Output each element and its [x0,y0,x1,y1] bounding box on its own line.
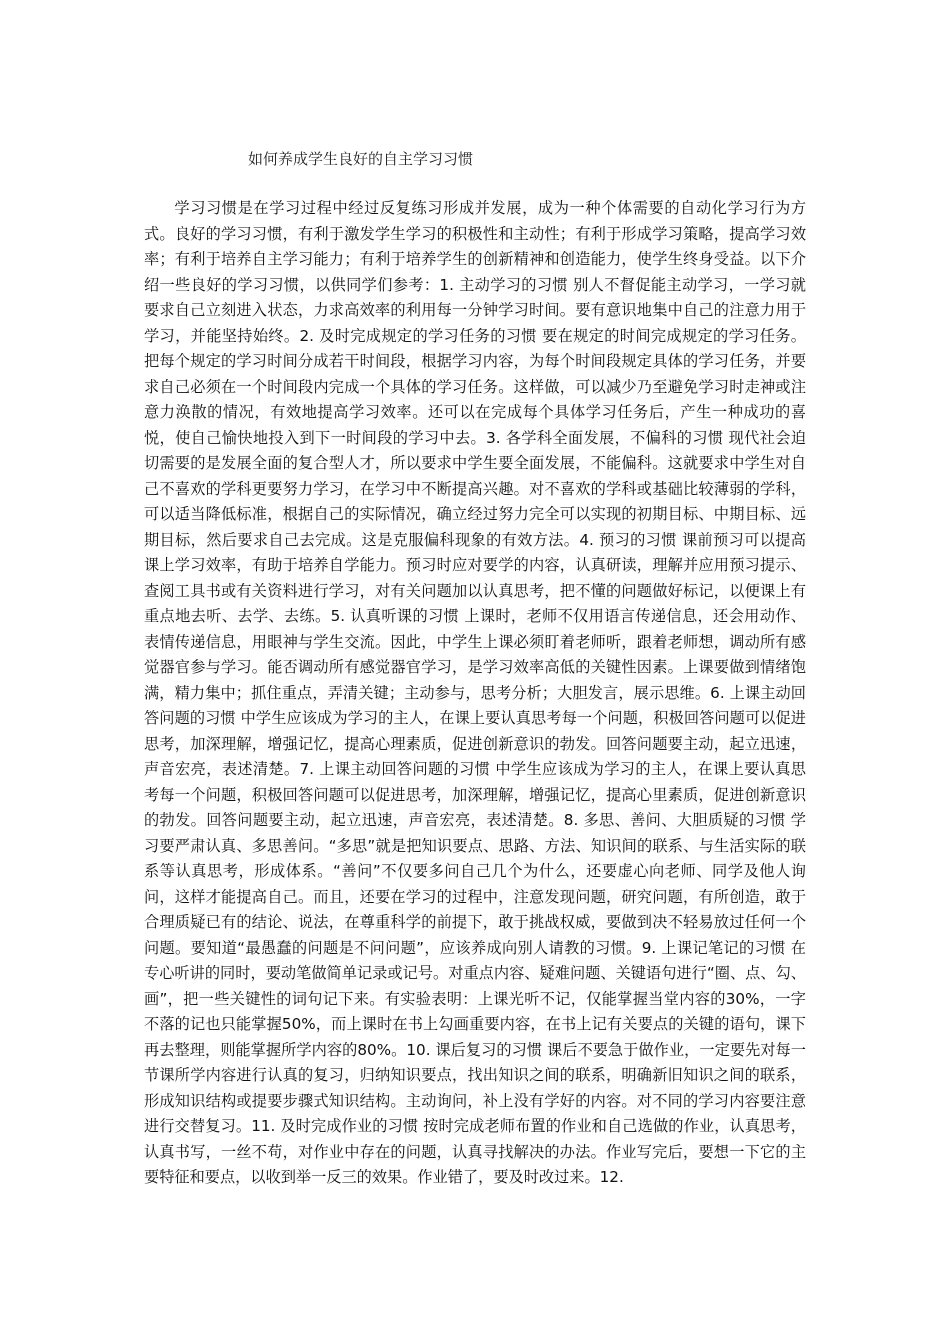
document-body-paragraph: 学习习惯是在学习过程中经过反复练习形成并发展，成为一种个体需要的自动化学习行为方式。良好的学习习惯，有利于激发学生学习的积极性和主动性；有利于形成学习策略，提高学习效率；有利于培养自主学习能力；有利于培养学生的创新精神和创造能力，使学生终身受益。以下介绍一些良好的学习习惯，以供同学们参考：1. 主动学习的习惯 别人不督促能主动学习，一学习就要求自己立刻进入状态，力求高效率的利用每一分钟学习时间。要有意识地集中自己的注意力用于学习，并能坚持始终。2. 及时完成规定的学习任务的习惯 要在规定的时间完成规定的学习任务。把每个规定的学习时间分成若干时间段，根据学习内容，为每个时间段规定具体的学习任务，并要求自己必须在一个时间段内完成一个具体的学习任务。这样做，可以减少乃至避免学习时走神或注意力涣散的情况，有效地提高学习效率。还可以在完成每个具体学习任务后，产生一种成功的喜悦，使自己愉快地投入到下一时间段的学习中去。3. 各学科全面发展，不偏科的习惯 现代社会迫切需要的是发展全面的复合型人才，所以要求中学生要全面发展，不能偏科。这就要求中学生对自己不喜欢的学科更要努力学习，在学习中不断提高兴趣。对不喜欢的学科或基础比较薄弱的学科，可以适当降低标准，根据自己的实际情况，确立经过努力完全可以实现的初期目标、中期目标、远期目标，然后要求自己去完成。这是克服偏科现象的有效方法。4. 预习的习惯 课前预习可以提高课上学习效率，有助于培养自学能力。预习时应对要学的内容，认真研读，理解并应用预习提示、查阅工具书或有关资料进行学习，对有关问题加以认真思考，把不懂的问题做好标记，以便课上有重点地去听、去学、去练。5. 认真听课的习惯 上课时，老师不仅用语言传递信息，还会用动作、表情传递信息，用眼神与学生交流。因此，中学生上课必须盯着老师听，跟着老师想，调动所有感觉器官参与学习。能否调动所有感觉器官学习，是学习效率高低的关键性因素。上课要做到情绪饱满，精力集中；抓住重点，弄清关键；主动参与，思考分析；大胆发言，展示思维。6. 上课主动回答问题的习惯 中学生应该成为学习的主人，在课上要认真思考每一个问题，积极回答问题可以促进思考，加深理解，增强记忆，提高心理素质，促进创新意识的勃发。回答问题要主动，起立迅速，声音宏亮，表述清楚。7. 上课主动回答问题的习惯 中学生应该成为学习的主人，在课上要认真思考每一个问题，积极回答问题可以促进思考，加深理解，增强记忆，提高心里素质，促进创新意识的勃发。回答问题要主动，起立迅速，声音宏亮，表述清楚。8. 多思、善问、大胆质疑的习惯 学习要严肃认真、多思善问。“多思”就是把知识要点、思路、方法、知识间的联系、与生活实际的联系等认真思考，形成体系。“善问”不仅要多问自己几个为什么，还要虚心向老师、同学及他人询问，这样才能提高自己。而且，还要在学习的过程中，注意发现问题，研究问题，有所创造，敢于合理质疑已有的结论、说法，在尊重科学的前提下，敢于挑战权威，要做到决不轻易放过任何一个问题。要知道“最愚蠢的问题是不问问题”，应该养成向别人请教的习惯。9. 上课记笔记的习惯 在专心听讲的同时，要动笔做简单记录或记号。对重点内容、疑难问题、关键语句进行“圈、点、勾、画”，把一些关键性的词句记下来。有实验表明：上课光听不记，仅能掌握当堂内容的30%，一字不落的记也只能掌握50%，而上课时在书上勾画重要内容，在书上记有关要点的关键的语句，课下再去整理，则能掌握所学内容的80%。10. 课后复习的习惯 课后不要急于做作业，一定要先对每一节课所学内容进行认真的复习，归纳知识要点，找出知识之间的联系，明确新旧知识之间的联系，形成知识结构或提要步骤式知识结构。主动询问，补上没有学好的内容。对不同的学习内容要注意进行交替复习。11. 及时完成作业的习惯 按时完成老师布置的作业和自己选做的作业，认真思考，认真书写，一丝不苟，对作业中存在的问题，认真寻找解决的办法。作业写完后，要想一下它的主要特征和要点，以收到举一反三的效果。作业错了，要及时改过来。12. [144,199,806,1186]
document-title: 如何养成学生良好的自主学习习惯 [248,150,474,168]
